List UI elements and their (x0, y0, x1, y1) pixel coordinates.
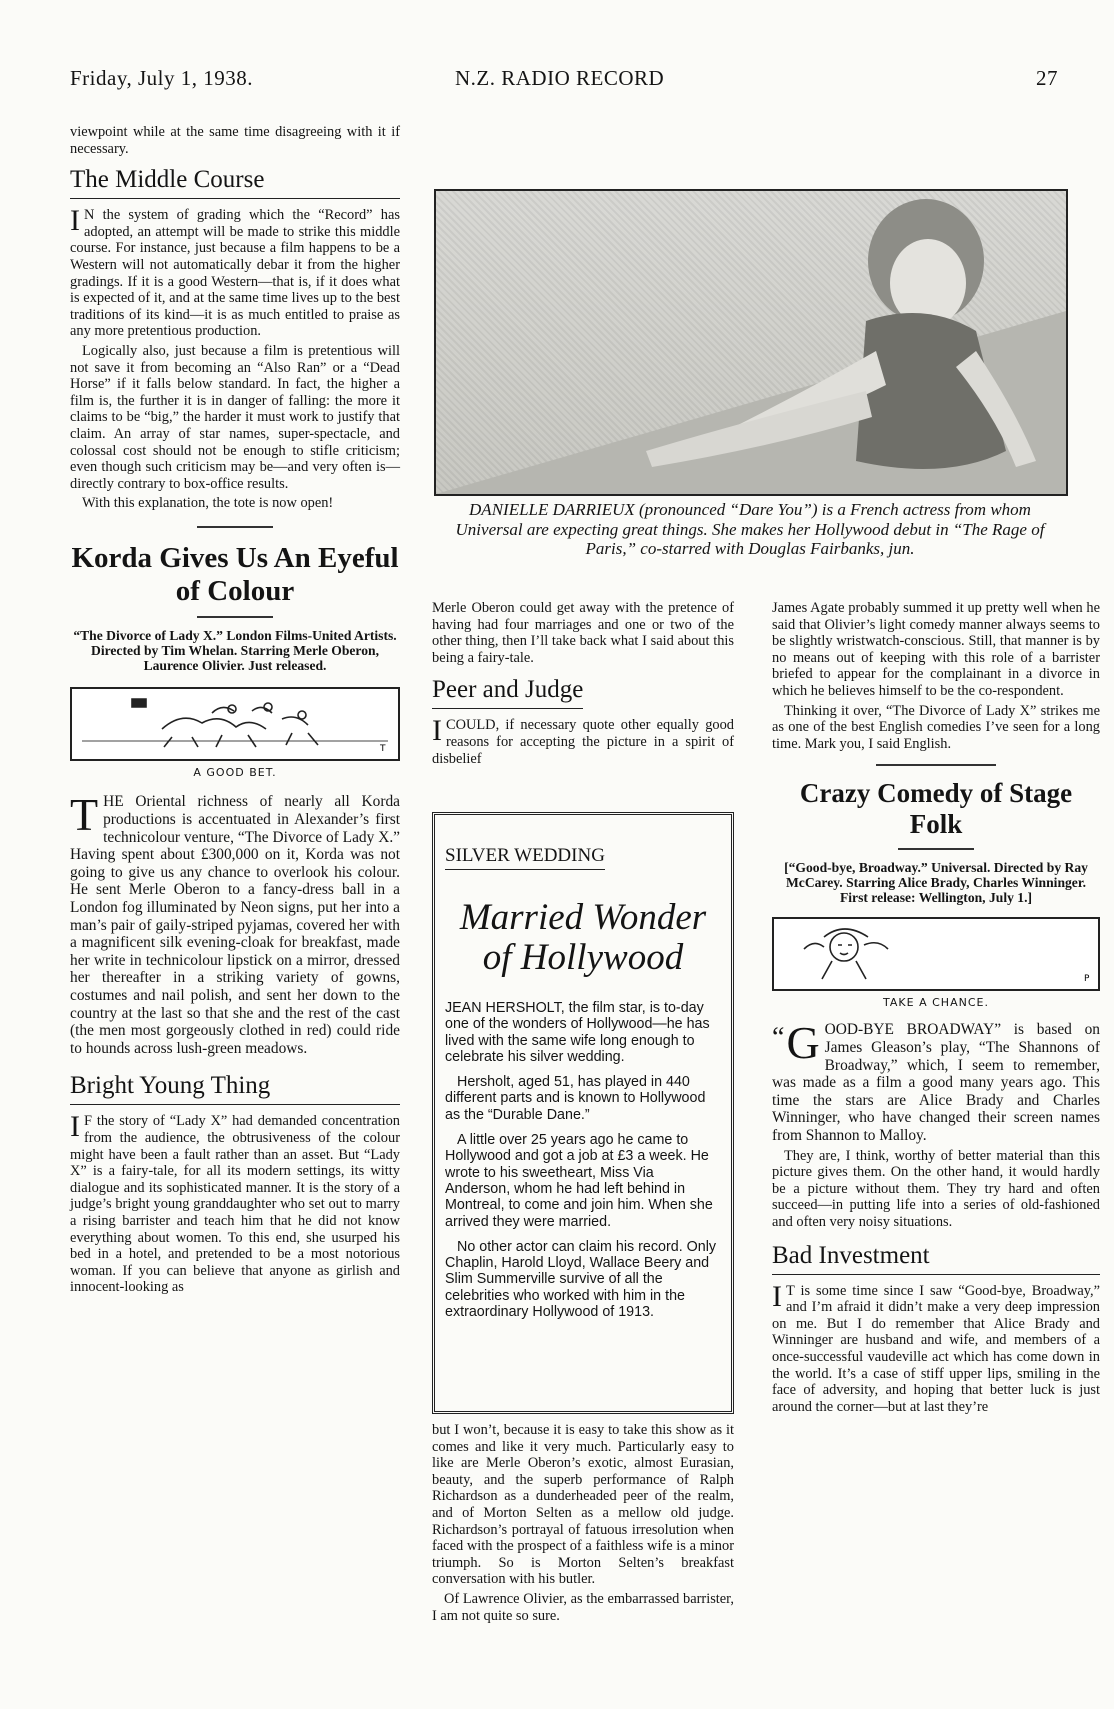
horse-race-cartoon (70, 687, 400, 761)
drop-cap: I (70, 204, 80, 238)
page-number: 27 (1036, 66, 1058, 90)
column-3 (772, 600, 1100, 1418)
bad-p1: I T is some time since I saw “Good-bye, Broadway,” and I’m afraid it didn’t make a very deep impression on me. But I do remember that Alice Brady and Winninger are husband and wife, and members of a once-successful vaudeville act which has come down in the world. It’s a case of stiff upper lips, smiling in the face of adversity, and hoping that better luck is just around the corner—but at last they’re (772, 1279, 1100, 1415)
box-p2: Hersholt, aged 51, has played in 440 different parts and is known to Hollywood as the “Durable Dane.” (445, 1074, 706, 1123)
middle-course-p1: I N the system of grading which the “Record” has adopted, an attempt will be made to strike this middle course. For instance, just because a film happens to be a Western will not automatically debar it from the higher gradings. If it is a good Western—that is, if it does what is expected of it, and at the same time lives up to the best traditions of its kind—it is as much entitled to praise as any more pretentious production. (70, 204, 400, 340)
drop-cap: I (70, 1110, 80, 1144)
bad-investment-heading: Bad Investment (772, 1241, 1100, 1275)
publication-title: N.Z. RADIO RECORD (455, 66, 665, 90)
box-p1: JEAN HERSHOLT, the film star, is to-day one of the wonders of Hollywood—he has lived with the same wife long enough to celebrate his silver wedding. (445, 1000, 710, 1065)
crazy-credits: [“Good-bye, Broadway.” Universal. Directed by Ray McCarey. Starring Alice Brady, Charles Winninger. First release: Wellington, July 1.] (784, 859, 1088, 905)
open-quote: “ (772, 1022, 785, 1054)
intro-text: viewpoint while at the same time disagreeing with it if necessary. (70, 124, 400, 157)
korda-headline: Korda Gives Us An Eyeful of Colour (71, 541, 399, 607)
korda-credits: “The Divorce of Lady X.” London Films-United Artists. Directed by Tim Whelan. Starring Merle Oberon, Laurence Olivier. Just released. (73, 627, 397, 673)
col2-p1: Merle Oberon could get away with the pretence of having had four marriages and one or two of the other thing, then I’ll take back what I said about this being a fairy-tale. (432, 600, 734, 666)
bright-p1: I F the story of “Lady X” had demanded concentration from the audience, the obtrusiveness of the colour might have been a fault rather than an asset. But “Lady X” is a fairy-tale, for all its modern settings, its witty dialogue and its sophisticated manner. It is the story of a judge’s bright young granddaughter who set out to marry a rising barrister and teach him that he did not know everything about women. To this end, she usurped his bed in a hotel, and pretended to be a most notorious woman. If you can believe that anyone as girlish and innocent-looking as (70, 1110, 400, 1296)
danielle-darrieux-photo (434, 189, 1068, 496)
svg-text:T: T (380, 743, 386, 754)
drop-cap: I (432, 714, 442, 748)
silver-wedding-headline: Married Wonder of Hollywood (459, 897, 707, 978)
col2-p-last: Of Lawrence Olivier, as the embarrassed barrister, I am not quite so sure. (432, 1590, 734, 1624)
take-a-chance-cartoon (772, 917, 1100, 991)
photo-caption: DANIELLE DARRIEUX (pronounced “Dare You”) is a French actress from whom Universal are expecting great things. She makes her Hollywood debut in “The Rage of Paris,” co-starred with Douglas Fairbanks, jun. (455, 500, 1045, 558)
drop-cap: G (786, 1017, 820, 1069)
horse-race-illustration (72, 689, 398, 759)
divider (197, 616, 273, 618)
korda-p1: THE Oriental richness of nearly all Korda productions is accentuated in Alexander’s first technicolour venture, “The Divorce of Lady X.” Having spent about £300,000 on it, Korda was not going to give us any chance to overlook his colour. He sent Merle Oberon to a fancy-dress ball in a London fog illuminated by Neon signs, put her into a man’s pair of gaily-striped pyjamas, covered her with a magnificent silk evening-cloak for breakfast, made her write in technicolour lipstick on a mirror, dressed her thereafter in a striking variety of gowns, costumes and nail polish, and sent her down to the country at the last so that she and the rest of the cast (the men most gorgeously clothed in red) could ride to hounds across lush-green meadows. (70, 789, 400, 1057)
photo-illustration (436, 191, 1066, 494)
issue-date: Friday, July 1, 1938. (70, 66, 253, 90)
cartoon-caption: TAKE A CHANCE. (883, 995, 989, 1009)
drop-cap: T (70, 789, 99, 841)
peer-p1: ICOULD, if necessary quote other equally good reasons for accepting the picture in a spirit of disbelief (432, 714, 734, 767)
divider (876, 764, 996, 766)
bright-young-thing-heading: Bright Young Thing (70, 1071, 400, 1105)
silver-wedding-label: SILVER WEDDING (445, 845, 605, 870)
divider (898, 848, 974, 850)
drop-cap: I (772, 1279, 782, 1313)
svg-text:P: P (1084, 973, 1090, 984)
column-2-top (432, 600, 734, 770)
col3-p2: Thinking it over, “The Divorce of Lady X” strikes me as one of the best English comedies I’ve seen for a long time. Mark you, I said English. (772, 702, 1100, 752)
crazy-comedy-headline: Crazy Comedy of Stage Folk (799, 777, 1073, 839)
box-p3: A little over 25 years ago he came to Hollywood and got a job at £3 a week. He wrote to his sweetheart, Miss Via Anderson, whom he had left behind in Montreal, to come and join him. When she arrived they were married. (445, 1132, 713, 1230)
col3-p1: James Agate probably summed it up pretty well when he said that Olivier’s light comedy manner always seems to be slightly wristwatch-conscious. Still, that manner is by no means out of keeping with this role of a barrister briefed to appear for the complainant in a divorce in which he believes himself to be the co-respondent. (772, 600, 1100, 699)
crazy-p2: They are, I think, worthy of better material than this picture gives them. On the other hand, it would hardly be a picture without them. They try hard and often succeed—in putting life into a series of old-fashioned and often very noisy situations. (772, 1147, 1100, 1230)
column-2-bottom (432, 1422, 734, 1627)
column-1 (70, 124, 400, 1299)
silver-wedding-box (432, 812, 734, 1414)
col2-p-after: but I won’t, because it is easy to take this show as it comes and like it very much. Particularly easy to like are Merle Oberon’s exotic, almost Eurasian, beauty, and the superb performance of Ralph Richardson as a dunderheaded peer of the realm, and of Morton Selten as a mellow old judge. Richardson’s portrayal of fatuous irresolution when faced with the prospect of a faithless wife is a minor triumph. So is Morton Selten’s breakfast conversation with his butler. (432, 1422, 734, 1588)
middle-course-heading: The Middle Course (70, 165, 400, 199)
divider (197, 526, 273, 528)
take-a-chance-illustration (774, 919, 1098, 989)
middle-course-p3: With this explanation, the tote is now open! (82, 495, 334, 512)
cartoon-caption: A GOOD BET. (193, 765, 277, 779)
box-p4: No other actor can claim his record. Only Chaplin, Harold Lloyd, Wallace Beery and Slim Summerville survive of all the celebrities who worked with him in the extraordinary Hollywood of 1913. (445, 1238, 717, 1321)
middle-course-p2: Logically also, just because a film is pretentious will not save it from becoming an “Also Ran” or a “Dead Horse” if it falls below standard. In fact, the higher a film is, the further it is in danger of falling: the more it claims to be “big,” the harder it must work to justify that claim. An array of star names, super-spectacle, and colossal cost should not be enough to stifle criticism; even though such criticism may be—and very often is—directly contrary to box-office results. (70, 342, 400, 492)
crazy-p1: “ G OOD-BYE BROADWAY” is based on James Gleason’s play, “The Shannons of Broadway,” which, I seem to remember, was made as a film a good many years ago. This time the stars are Alice Brady and Charles Winninger, who have changed their screen names from Shannon to Malloy. (772, 1017, 1100, 1144)
peer-and-judge-heading: Peer and Judge (432, 675, 583, 709)
